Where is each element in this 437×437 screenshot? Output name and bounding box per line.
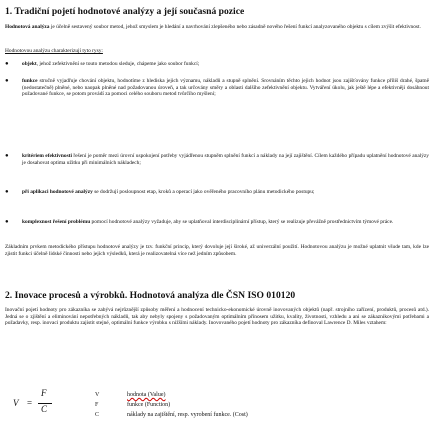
- closing-paragraph: Základním prvkem metodického přístupu hodnotové analýzy je tzv. funkční princip, který dovoluje její široké, až univerzální použití. Hodnotovou analýzu je možné uplatnit všude tam, kde lze zjistit funkci účelně lidské činnosti nebo jejích výsledků, která je realizovatelná více než jedním způsobem.: [5, 244, 429, 257]
- item-text: pomocí hodnotové analýzy vyžaduje, aby se uplatňoval interdisciplinární přístup, který se realizuje převážně prostřednictvím týmové práce.: [90, 219, 394, 225]
- list-header: Hodnotovou analýzu charakterizují tyto rysy:: [5, 48, 103, 54]
- item-text: řešení je poměr mezi úrovní uspokojení potřeby vyjádřenou stupněm splnění funkcí a náklady na její zajištění. Cílem každého případu uplatnění hodnotové analýzy je dosahovat optima užitku při minimálních nákladech;: [22, 153, 429, 166]
- item-term: objekt: [22, 61, 37, 67]
- miles-formula: [5, 386, 425, 426]
- intro-paragraph: [5, 24, 429, 31]
- legend-symbol: C: [95, 412, 100, 418]
- bullet-icon: ●: [5, 78, 9, 84]
- item-term: při aplikaci hodnotové analýzy: [22, 189, 93, 195]
- formula-denominator: C: [41, 404, 48, 414]
- legend-symbol: V: [95, 392, 100, 398]
- intro-term: Hodnotová analýza: [5, 24, 50, 30]
- legend-description: funkce (Function): [127, 402, 171, 408]
- item-text: , jehož zefektivnění se touto metodou sleduje, chápeme jako soubor funkcí;: [36, 61, 200, 67]
- section-2-heading: 2. Inovace procesů a výrobků. Hodnotová analýza dle ČSN ISO 010120: [5, 290, 296, 301]
- formula-numerator: F: [41, 388, 47, 398]
- bullet-icon: ●: [5, 189, 9, 195]
- formula-lhs: V: [13, 398, 19, 408]
- bullet-icon: ●: [5, 153, 9, 159]
- legend-symbol: F: [95, 402, 99, 408]
- bullet-icon: ●: [5, 219, 9, 225]
- item-text: stručně vyjadřuje chování objektu, hodnotíme z hlediska jejich významu, nákladů a stupně splnění. Srovnáním těchto jejich hodnot jsou zajišťovány funkce příliš drahé, špatně (nedostatečně) plněné, nebo naopak plněné nad požadovanou úroveň, a tak určovány směry a oblasti dalšího zefektivnění objektu. Vytváření úkolu, jak ještě lépe a efektivněji dosáhnout požadované funkce, se potom provádí za pomoci celého souboru metod tvůrčího myšlení;: [22, 78, 429, 98]
- intro-text: je účelně sestavený soubor metod, jehož smyslem je hledání a navrhování zlepšeného nebo zásadně nového řešení funkcí analyzovaného objektu s cílem zvýšit efektivnost.: [49, 24, 421, 30]
- formula-equals: =: [27, 398, 33, 408]
- item-term: funkce: [22, 78, 38, 84]
- section-2-paragraph: Inovační pojetí hodnoty pro zákazníka se zabývá nejrůznější způsoby měření a hodnocení technicko-ekonomické úrovně inovovaných objektů (např. strojního zařízení, produktů, procesů atd.). Jedná se o zjištění a eliminování nepotřebných nákladů, tak aby nebyly spojeny s požadovaným optimálním přínosem užitku, kvality, životnosti, vzhledu a ani se zákaznikovými potřebami a požadavky, resp. inovaci produktu zajistit stejné, optimální funkce výrobku s nižšími náklady. Inovovaného pojetí hodnoty pro zákazníka definoval Lawrence D. Miles vztahem:: [5, 307, 429, 327]
- section-1-heading: 1. Tradiční pojetí hodnotové analýzy a její současná pozice: [5, 6, 245, 17]
- legend-description: hodnota (Value): [127, 392, 166, 398]
- item-text: se dodržují posloupnost etap, kroků a operací jako ověřeného pracovního plánu metodického postupu;: [92, 189, 315, 195]
- bullet-icon: ●: [5, 61, 9, 67]
- legend-description: náklady na zajištění, resp. vyrobení funkce. (Cost): [127, 412, 248, 418]
- item-term: komplexnost řešení problému: [22, 219, 91, 225]
- item-term: kritériem efektivnosti: [22, 153, 72, 159]
